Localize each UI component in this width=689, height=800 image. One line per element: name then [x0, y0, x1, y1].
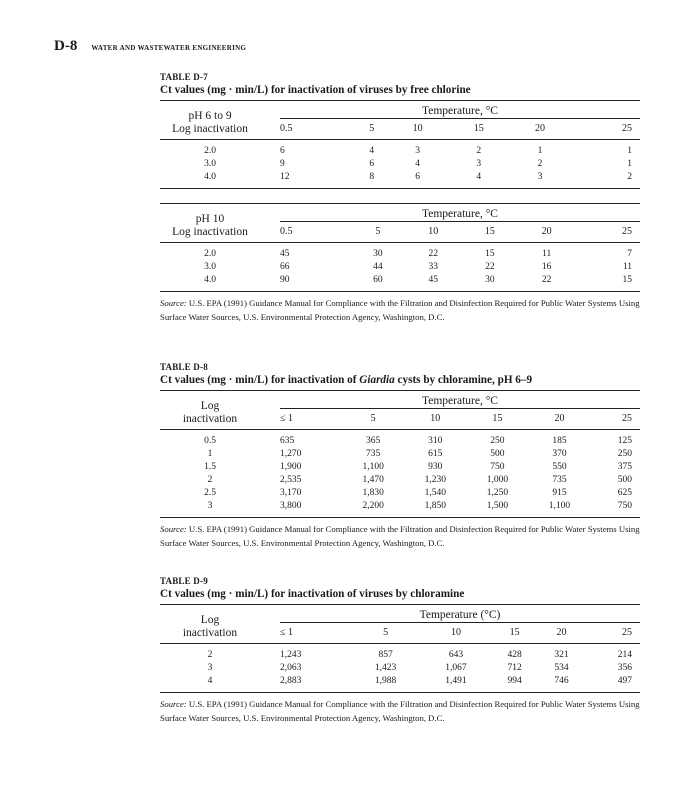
- ct-value-cell: 15: [485, 249, 495, 259]
- temperature-column-header: 5: [356, 119, 387, 140]
- ct-value-cell: 214: [617, 650, 632, 660]
- ct-value-cell: 915: [552, 488, 567, 498]
- ct-value-cell: 2,063: [280, 663, 302, 673]
- table-d9: [160, 576, 640, 725]
- ct-value-cell: 2,535: [280, 475, 302, 485]
- ct-value-cell: 1,491: [421, 675, 491, 693]
- ct-value-cell: 1,067: [445, 663, 467, 673]
- source-label: Source:: [160, 699, 187, 709]
- log-inactivation-cell: 2.0: [204, 249, 216, 259]
- stub-header: [160, 391, 260, 430]
- temperature-column-header: 20: [509, 119, 570, 140]
- ct-value-cell: 635: [280, 436, 295, 446]
- log-inactivation-cell: 0.5: [204, 436, 216, 446]
- title-text: Ct values (mg · min/L) for inactivation of: [160, 374, 360, 386]
- table-title: Ct values (mg · min/L) for inactivation of viruses by free chlorine: [160, 84, 471, 96]
- ct-value-cell: 3,170: [280, 488, 302, 498]
- ct-value-cell: 643: [448, 650, 464, 660]
- ct-value-cell: 735: [366, 449, 381, 459]
- log-inactivation-cell: 2: [207, 650, 213, 660]
- source-text: U.S. EPA (1991) Guidance Manual for Compliance with the Filtration and Disinfection Required for Public Water Systems Using Surface Water Sources, U.S. Environmental Protection Agency, Washington, D.C.: [160, 298, 640, 322]
- table-row: [160, 461, 640, 474]
- ct-value-cell: 22: [485, 262, 495, 272]
- stub-header: [160, 605, 260, 644]
- title-text: cysts by chloramine, pH 6–9: [394, 374, 533, 386]
- ct-value-cell: 7: [627, 249, 632, 259]
- ct-value-cell: 994: [491, 675, 538, 693]
- table-row: [160, 474, 640, 487]
- temperature-column-header: 0.5: [280, 119, 356, 140]
- ct-value-cell: 712: [507, 663, 522, 673]
- temperature-column-header: 20: [528, 409, 590, 430]
- stub-line: inactivation: [182, 413, 238, 425]
- source-note: [160, 522, 640, 550]
- stub-line: Log: [200, 400, 220, 412]
- temperature-column-header: 10: [387, 119, 448, 140]
- table-row: [160, 500, 640, 518]
- ct-value-cell: 3: [415, 146, 420, 156]
- giardia-table: [160, 390, 640, 518]
- ct-value-cell: 550: [552, 462, 567, 472]
- ct-value-cell: 1,850: [404, 500, 466, 518]
- ct-value-cell: 2: [571, 171, 632, 189]
- ct-value-cell: 1,900: [280, 462, 302, 472]
- log-inactivation-cell: 3.0: [204, 262, 216, 272]
- page-number: D-8: [54, 38, 78, 54]
- ct-value-cell: 90: [280, 274, 351, 292]
- stub-line: Log inactivation: [172, 123, 248, 135]
- source-note: [160, 296, 640, 324]
- temperature-column-header: 25: [591, 409, 632, 430]
- table-label: TABLE D-8: [160, 362, 208, 372]
- log-inactivation-cell: 4.0: [160, 171, 260, 189]
- temperature-column-header: 25: [575, 222, 632, 243]
- ct-value-cell: 66: [280, 262, 290, 272]
- ct-value-cell: 44: [373, 262, 383, 272]
- table-row: [160, 675, 640, 693]
- table-d7: [160, 72, 640, 324]
- ct-value-cell: 9: [280, 159, 285, 169]
- temperature-column-header: 10: [421, 623, 491, 644]
- stub-line: inactivation: [182, 627, 238, 639]
- stub-line: Log: [200, 614, 220, 626]
- temperature-column-header: ≤ 1: [280, 409, 342, 430]
- table-label: TABLE D-7: [160, 72, 208, 82]
- ct-value-cell: 1,230: [424, 475, 446, 485]
- ct-value-cell: 497: [585, 675, 632, 693]
- temperature-column-header: 20: [518, 222, 575, 243]
- ct-value-cell: 22: [428, 249, 438, 259]
- running-head: WATER AND WASTEWATER ENGINEERING: [91, 44, 247, 52]
- ph10-table: [160, 203, 640, 292]
- table-title: [160, 374, 640, 386]
- table-label: TABLE D-9: [160, 576, 208, 586]
- table-row: [160, 261, 640, 274]
- ct-value-cell: 22: [518, 274, 575, 292]
- temperature-column-header: 15: [448, 119, 509, 140]
- source-text: U.S. EPA (1991) Guidance Manual for Compliance with the Filtration and Disinfection Required for Public Water Systems Using Surface Water Sources, U.S. Environmental Protection Agency, Washington, D.C.: [160, 524, 640, 548]
- ct-value-cell: 930: [428, 462, 443, 472]
- ct-value-cell: 15: [575, 274, 632, 292]
- ct-value-cell: 1,243: [280, 650, 302, 660]
- ct-value-cell: 1,470: [362, 475, 384, 485]
- table-row: [160, 644, 640, 663]
- ct-value-cell: 1,000: [486, 475, 509, 485]
- ct-value-cell: 1: [627, 146, 632, 156]
- ct-value-cell: 365: [366, 436, 381, 446]
- ct-value-cell: 356: [617, 663, 632, 673]
- ct-value-cell: 6: [280, 146, 285, 156]
- table-row: [160, 430, 640, 449]
- stub-line: pH 6 to 9: [188, 110, 232, 122]
- ct-value-cell: 2: [537, 159, 543, 169]
- ct-value-cell: 1,100: [528, 500, 590, 518]
- ct-value-cell: 857: [378, 650, 393, 660]
- log-inactivation-cell: 2.5: [204, 488, 216, 498]
- title-italic: Giardia: [359, 374, 395, 386]
- ct-value-cell: 3: [476, 159, 482, 169]
- source-label: Source:: [160, 298, 187, 308]
- table-row: [160, 158, 640, 171]
- ct-value-cell: 45: [280, 249, 290, 259]
- log-inactivation-cell: 2.0: [204, 146, 216, 156]
- ct-value-cell: 45: [405, 274, 462, 292]
- temperature-column-header: 15: [462, 222, 519, 243]
- ct-value-cell: 750: [490, 462, 505, 472]
- ct-value-cell: 4: [369, 146, 375, 156]
- log-inactivation-cell: 1: [207, 449, 213, 459]
- ct-value-cell: 1,423: [374, 663, 397, 673]
- ct-value-cell: 2: [476, 146, 482, 156]
- table-row: [160, 171, 640, 189]
- ct-value-cell: 370: [552, 449, 567, 459]
- table-row: [160, 487, 640, 500]
- ct-value-cell: 185: [552, 436, 567, 446]
- log-inactivation-cell: 2: [207, 475, 213, 485]
- ct-value-cell: 750: [591, 500, 632, 518]
- ct-value-cell: 125: [617, 436, 632, 446]
- ct-value-cell: 625: [617, 488, 632, 498]
- source-note: [160, 697, 640, 725]
- temperature-header: Temperature, °C: [280, 101, 640, 119]
- table-row: [160, 662, 640, 675]
- table-d8: [160, 362, 640, 550]
- temperature-column-header: 15: [491, 623, 538, 644]
- ct-value-cell: 1,830: [362, 488, 384, 498]
- log-inactivation-cell: 4: [160, 675, 260, 693]
- temperature-column-header: 10: [405, 222, 462, 243]
- temperature-column-header: 20: [538, 623, 585, 644]
- ct-value-cell: 1,500: [466, 500, 528, 518]
- table-row: [160, 274, 640, 292]
- log-inactivation-cell: 3: [160, 500, 260, 518]
- chloramine-virus-table: [160, 604, 640, 693]
- ct-value-cell: 735: [552, 475, 567, 485]
- temperature-column-header: 5: [342, 409, 404, 430]
- ct-value-cell: 30: [462, 274, 519, 292]
- ct-value-cell: 1,100: [362, 462, 384, 472]
- stub-header: [160, 204, 260, 243]
- ct-value-cell: 11: [542, 249, 552, 259]
- ct-value-cell: 1,250: [486, 488, 509, 498]
- ct-value-cell: 321: [554, 650, 569, 660]
- ct-value-cell: 1: [627, 159, 632, 169]
- table-row: [160, 448, 640, 461]
- stub-header: [160, 101, 260, 140]
- ct-value-cell: 2,200: [342, 500, 404, 518]
- ct-value-cell: 4: [448, 171, 509, 189]
- ct-value-cell: 428: [507, 650, 522, 660]
- ct-value-cell: 250: [490, 436, 505, 446]
- ct-value-cell: 16: [541, 262, 552, 272]
- ct-value-cell: 11: [622, 262, 632, 272]
- ct-value-cell: 3,800: [280, 500, 342, 518]
- ct-value-cell: 1,270: [280, 449, 302, 459]
- temperature-header: Temperature, °C: [280, 391, 640, 409]
- ct-value-cell: 1: [537, 146, 543, 156]
- temperature-column-header: 15: [466, 409, 528, 430]
- log-inactivation-cell: 1.5: [204, 462, 216, 472]
- source-text: U.S. EPA (1991) Guidance Manual for Compliance with the Filtration and Disinfection Required for Public Water Systems Using Surface Water Sources, U.S. Environmental Protection Agency, Washington, D.C.: [160, 699, 640, 723]
- ct-value-cell: 746: [538, 675, 585, 693]
- temperature-header: Temperature (°C): [280, 605, 640, 623]
- ct-value-cell: 500: [490, 449, 505, 459]
- temperature-column-header: 0.5: [280, 222, 351, 243]
- ct-value-cell: 6: [387, 171, 448, 189]
- stub-line: pH 10: [195, 213, 225, 225]
- ct-value-cell: 310: [428, 436, 443, 446]
- log-inactivation-cell: 3: [207, 663, 213, 673]
- ct-value-cell: 250: [617, 449, 632, 459]
- stub-line: Log inactivation: [172, 226, 248, 238]
- temperature-column-header: 5: [351, 222, 405, 243]
- temperature-column-header: 25: [585, 623, 632, 644]
- source-label: Source:: [160, 524, 187, 534]
- log-inactivation-cell: 3.0: [204, 159, 216, 169]
- ct-value-cell: 8: [356, 171, 387, 189]
- ct-value-cell: 534: [554, 663, 569, 673]
- table-title: Ct values (mg · min/L) for inactivation of viruses by chloramine: [160, 588, 465, 600]
- temperature-column-header: ≤ 1: [280, 623, 350, 644]
- ct-value-cell: 375: [617, 462, 632, 472]
- ct-value-cell: 30: [373, 249, 383, 259]
- ct-value-cell: 12: [280, 171, 356, 189]
- ct-value-cell: 6: [369, 159, 375, 169]
- ct-value-cell: 3: [509, 171, 570, 189]
- log-inactivation-cell: 4.0: [160, 274, 260, 292]
- ct-value-cell: 2,883: [280, 675, 350, 693]
- ct-value-cell: 60: [351, 274, 405, 292]
- table-row: [160, 140, 640, 159]
- temperature-column-header: 10: [404, 409, 466, 430]
- temperature-header: Temperature, °C: [280, 204, 640, 222]
- ph6-9-table: [160, 100, 640, 189]
- temperature-column-header: 25: [571, 119, 632, 140]
- page-header: [54, 38, 246, 58]
- ct-value-cell: 615: [428, 449, 443, 459]
- ct-value-cell: 500: [617, 475, 632, 485]
- table-row: [160, 243, 640, 262]
- ct-value-cell: 33: [428, 262, 438, 272]
- ct-value-cell: 1,540: [424, 488, 446, 498]
- ct-value-cell: 4: [415, 159, 420, 169]
- temperature-column-header: 5: [350, 623, 420, 644]
- ct-value-cell: 1,988: [350, 675, 420, 693]
